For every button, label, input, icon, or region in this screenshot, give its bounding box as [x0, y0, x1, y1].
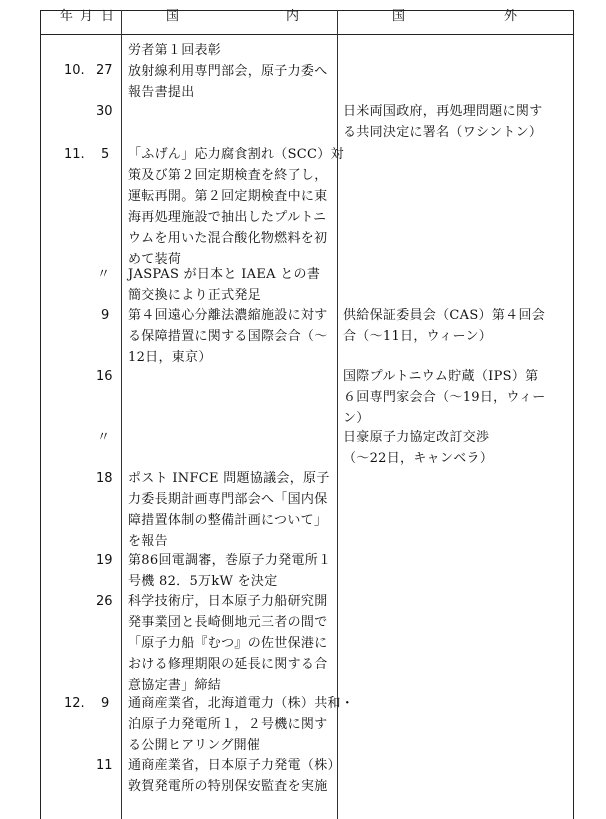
- day-cell: 16: [96, 369, 113, 384]
- day-cell: 30: [96, 104, 113, 119]
- domestic-entry: 放射線利用専門部会，原子力委へ 報告書提出: [128, 64, 328, 100]
- month-cell: 12.: [64, 696, 85, 711]
- day-cell: 〃: [97, 267, 111, 282]
- day-cell: 18: [96, 471, 113, 486]
- day-cell: 11: [96, 758, 113, 773]
- day-cell: 〃: [97, 430, 111, 445]
- month-cell: 11.: [64, 147, 85, 162]
- header-year: 年: [60, 9, 74, 24]
- day-cell: 9: [101, 696, 110, 711]
- foreign-entry: 日豪原子力協定改訂交渉 （～22日，キャンベラ）: [343, 430, 494, 466]
- domestic-entry: 通商産業省，日本原子力発電（株） 敦賀発電所の特別保安監査を実施: [128, 758, 341, 794]
- header-domestic-2: 内: [286, 9, 300, 24]
- header-month: 月: [80, 9, 94, 24]
- table-right-border: [573, 10, 574, 819]
- domestic-entry: JASPAS が日本と IAEA との書 簡交換により正式発足: [128, 267, 321, 303]
- domestic-entry: 第86回電調審，巻原子力発電所１ 号機 82．5万kW を決定: [128, 553, 332, 589]
- foreign-entry: 日米両国政府，再処理問題に関す る共同決定に署名（ワシントン）: [343, 104, 543, 140]
- header-domestic-1: 国: [166, 9, 180, 24]
- header-day: 日: [101, 9, 115, 24]
- day-cell: 27: [96, 63, 113, 78]
- domestic-entry: ポスト INFCE 問題協議会，原子 力委長期計画専門部会へ「国内保 障措置体制の整備計画について」 を報告: [128, 471, 330, 549]
- domestic-entry: 科学技術庁，日本原子力船研究開 発事業団と長崎側地元三者の間で 「原子力船『むつ』の佐世保港に おける修理期限の延長に関する合 意協定書」締結: [128, 594, 328, 693]
- domestic-entry: 第４回遠心分離法濃縮施設に対す る保障措置に関する国際会合（～ 12日，東京）: [128, 308, 328, 365]
- domestic-entry: 「ふげん」応力腐食割れ（SCC）対 策及び第２回定期検査を終了し， 運転再開。第２回定期検査中に東 海再処理施設で抽出したプルトニ ウムを用いた混合酸化物燃料を初 めて装荷: [128, 147, 344, 267]
- foreign-entry: 国際プルトニウム貯蔵（IPS）第 ６回専門家会合（～19日，ウィー ン）: [343, 369, 546, 426]
- domestic-entry: 労者第１回表彰: [128, 43, 222, 58]
- day-cell: 19: [96, 553, 113, 568]
- date-column-divider: [121, 10, 122, 819]
- month-cell: 10.: [64, 63, 85, 78]
- domestic-entry: 通商産業省，北海道電力（株）共和・ 泊原子力発電所１，２号機に関す る公開ヒアリング開催: [128, 696, 355, 753]
- header-foreign-2: 外: [504, 9, 518, 24]
- day-cell: 9: [101, 308, 110, 323]
- foreign-entry: 供給保証委員会（CAS）第４回会 合（～11日，ウィーン）: [343, 308, 546, 344]
- table-left-border: [40, 10, 41, 819]
- day-cell: 26: [96, 594, 113, 609]
- header-foreign-1: 国: [392, 9, 406, 24]
- day-cell: 5: [101, 147, 110, 162]
